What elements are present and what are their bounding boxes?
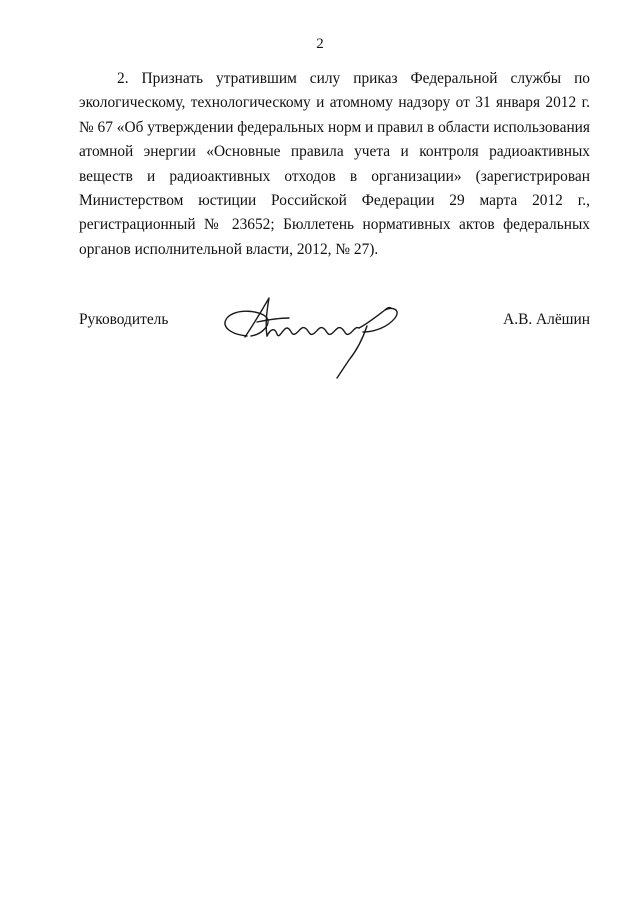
handwritten-signature — [217, 288, 417, 380]
signature-block — [79, 288, 590, 378]
signatory-title: Руководитель — [79, 311, 169, 328]
document-paragraph: 2. Признать утратившим силу приказ Федеральной службы по экологическому, технологическому и атомному надзору от 31 января 2012 г. № 67 «Об утверждении федеральных норм и правил в области использования атомной энергии «Основные правила учета и контроля радиоактивных веществ и радиоактивных отходов в организации» (зарегистрирован Министерством юстиции Российской Федерации 29 марта 2012 г., регистрационный № 23652; Бюллетень нормативных актов федеральных органов исполнительной власти, 2012, № 27). — [79, 70, 590, 258]
page-number: 2 — [316, 36, 324, 52]
signatory-name: А.В. Алёшин — [503, 311, 590, 328]
